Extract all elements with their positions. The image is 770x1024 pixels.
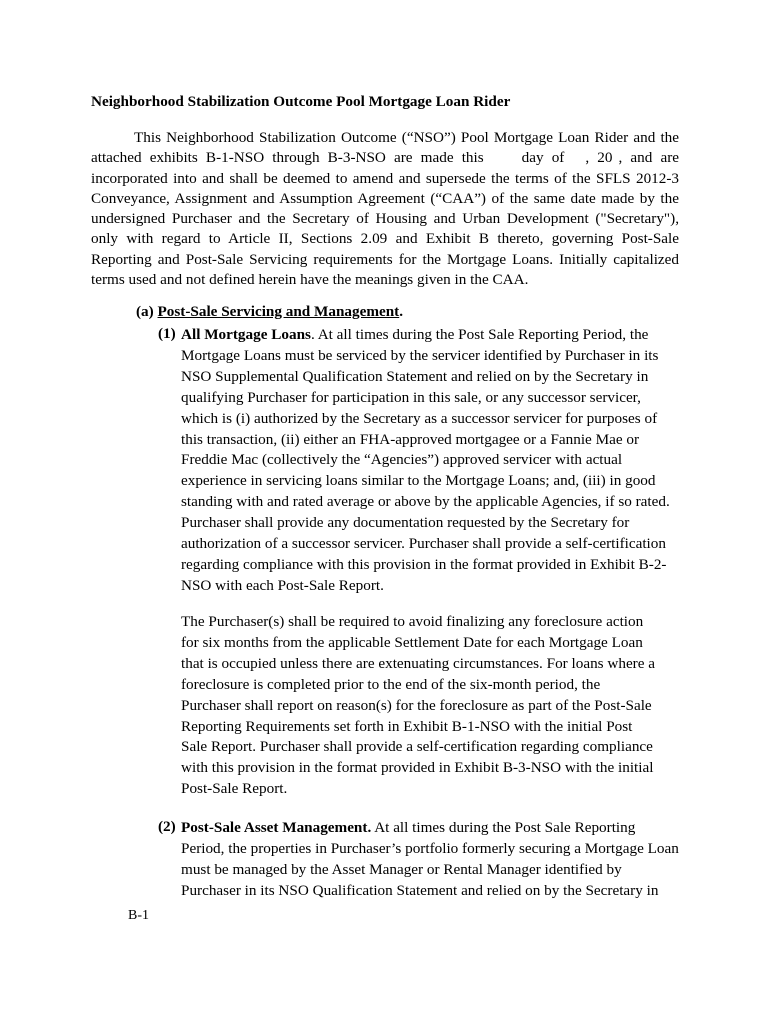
section-a-heading xyxy=(136,303,403,321)
section-a-label: (a) xyxy=(136,303,154,320)
page-number: B-1 xyxy=(128,908,149,923)
item-1-text: . At all times during the Post Sale Reporting Period, the Mortgage Loans must be serviced by the servicer identified by Purchaser in its NSO Supplemental Qualification Statement and relied on by the Secretary in qualifying Purchaser for participation in this sale, or any successor servicer, which is (i) authorized by the Secretary as a successor servicer for purposes of this transaction, (ii) either an FHA-approved mortgagee or a Fannie Mae or Freddie Mac (collectively the “Agencies”) approved servicer with actual experience in servicing loans similar to the Mortgage Loans; and, (iii) in good standing with and rated average or above by the applicable Agencies, if so rated. Purchaser shall provide any documentation requested by the Secretary for authorization of a successor servicer. Purchaser shall provide a self-certification regarding compliance with this provision in the format provided in Exhibit B-2-NSO with each Post-Sale Report. xyxy=(181,326,670,594)
intro-text-part2: day of xyxy=(521,149,565,167)
item-1-label: (1) xyxy=(158,325,176,342)
item-2-body xyxy=(181,818,681,902)
section-a-period: . xyxy=(399,303,404,320)
item-1-body xyxy=(181,325,681,597)
intro-text-part3: , 20 xyxy=(585,149,613,167)
intro-paragraph xyxy=(91,128,679,290)
item-2-heading: Post-Sale Asset Management. xyxy=(181,819,372,836)
item-2-label: (2) xyxy=(158,818,176,835)
item-1-heading: All Mortgage Loans xyxy=(181,326,311,343)
intro-text-part4: , and are incorporated into and shall be deemed to amend and supersede the terms of the SFLS 2012-3 Conveyance, Assignment and Assumption Agreement (“CAA”) of the same date made by the undersigned Purchaser and the Secretary of Housing and Urban Development ("Secretary"), only with regard to Article II, Sections 2.09 and Exhibit B thereto, governing Post-Sale Reporting and Post-Sale Servicing requirements for the Mortgage Loans. Initially capitalized terms used and not defined herein have the meanings given in the CAA. xyxy=(91,149,680,289)
document-title: Neighborhood Stabilization Outcome Pool Mortgage Loan Rider xyxy=(91,93,511,110)
section-a-title: Post-Sale Servicing and Management xyxy=(157,303,400,320)
intro-text-part1: This Neighborhood Stabilization Outcome (“NSO”) Pool Mortgage Loan Rider and the attached exhibits B-1-NSO through B-3-NSO are made this xyxy=(91,129,679,167)
item-2-text: At all times during the Post Sale Reporting Period, the properties in Purchaser’s portfolio formerly securing a Mortgage Loan must be managed by the Asset Manager or Rental Manager identified by Purchaser in its NSO Qualification Statement and relied on by the Secretary in xyxy=(181,819,679,899)
foreclosure-paragraph: The Purchaser(s) shall be required to avoid finalizing any foreclosure action for six months from the applicable Settlement Date for each Mortgage Loan that is occupied unless there are extenuating circumstances. For loans where a foreclosure is completed prior to the end of the six-month period, the Purchaser shall report on reason(s) for the foreclosure as part of the Post-Sale Reporting Requirements set forth in Exhibit B-1-NSO with the initial Post Sale Report. Purchaser shall provide a self-certification regarding compliance with this provision in the format provided in Exhibit B-3-NSO with the initial Post-Sale Report. xyxy=(181,613,656,798)
